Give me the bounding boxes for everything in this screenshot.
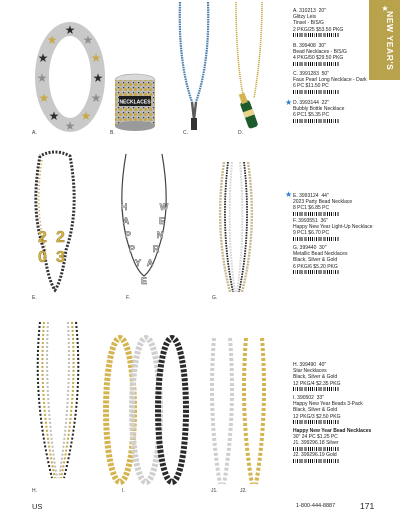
product-i-size: 33" [316, 395, 324, 401]
svg-text:★: ★ [64, 23, 76, 37]
svg-text:A: A [146, 258, 154, 268]
svg-text:H: H [120, 202, 128, 212]
product-h-colors: Black, Silver & Gold [293, 374, 338, 381]
page-number: 171 [360, 501, 375, 511]
barcode [293, 212, 339, 216]
product-h-name: Star Necklaces [293, 368, 327, 375]
image-label-a: A. [32, 130, 37, 136]
product-b-sku: B. 399408 [293, 43, 316, 49]
svg-text:E: E [158, 216, 166, 226]
product-g-sku: G. 399440 [293, 245, 317, 251]
svg-text:R: R [152, 244, 160, 254]
product-h-sku: H. 399490 [293, 362, 317, 368]
product-image-a[interactable] [30, 18, 110, 136]
svg-text:★: ★ [37, 51, 49, 65]
image-label-c: C. [183, 130, 188, 136]
product-image-i[interactable] [100, 332, 196, 488]
image-label-h: H. [32, 488, 37, 494]
product-image-g[interactable] [210, 160, 262, 300]
barcode [293, 237, 339, 241]
product-b-price: 4 PKG/50 $29.50 PKG [293, 55, 344, 62]
product-i-colors: Black, Silver & Gold [293, 407, 338, 414]
svg-text:★: ★ [82, 33, 94, 47]
product-d-name: Bubbly Bottle Necklace [293, 106, 345, 113]
product-i-price: 12 PKG/3 $2.50 PKG [293, 413, 341, 420]
barcode [293, 447, 339, 451]
svg-text:2: 2 [38, 229, 47, 246]
svg-text:★: ★ [38, 91, 50, 105]
product-image-c[interactable] [176, 2, 212, 136]
product-image-h[interactable] [30, 318, 86, 488]
product-c-name: Faux Pearl Long Necklace - Dark [293, 77, 367, 84]
barcode [293, 459, 339, 463]
svg-text:P: P [128, 244, 136, 254]
product-image-j[interactable] [206, 334, 270, 488]
svg-text:★: ★ [92, 71, 104, 85]
svg-text:★: ★ [46, 33, 58, 47]
product-image-d[interactable] [232, 2, 268, 136]
product-e-sku: E. 3993124 [293, 193, 319, 199]
product-info-g [293, 245, 347, 276]
svg-text:P: P [124, 230, 132, 240]
barcode [293, 33, 339, 37]
image-label-f: F. [126, 295, 130, 301]
image-label-e: E. [32, 295, 37, 301]
product-j-details: 30" 24 PC $1.25 PC [293, 434, 338, 441]
product-a-name: Glitzy Leis [293, 14, 317, 21]
product-info-a [293, 8, 343, 39]
product-i-sku: I. 390502 [293, 395, 314, 401]
product-info-j [293, 428, 371, 464]
product-g-size: 30" [319, 245, 327, 251]
svg-text:Y: Y [134, 258, 142, 268]
product-a-sku: A. 310213 [293, 8, 316, 14]
image-label-b: B. [110, 130, 115, 136]
image-label-j2: J2. [240, 488, 247, 494]
product-f-size: 36" [320, 218, 328, 224]
product-info-h [293, 362, 341, 393]
product-b-size: 30" [318, 43, 326, 49]
product-info-c [293, 71, 367, 95]
product-d-price: 6 PC1 $5.35 PC [293, 112, 330, 119]
new-item-star-icon: ★ [285, 98, 293, 107]
product-h-size: 40" [318, 362, 327, 368]
image-label-j1: J1. [211, 488, 218, 494]
product-info-i [293, 395, 363, 426]
product-info-b [293, 43, 347, 67]
svg-text:★: ★ [90, 51, 102, 65]
barcode [293, 119, 339, 123]
svg-text:NECKLACES: NECKLACES [119, 99, 151, 106]
svg-text:2: 2 [56, 229, 65, 246]
product-info-e [293, 193, 352, 217]
product-e-price: 8 PC1 $6.85 PC [293, 205, 330, 212]
svg-text:A: A [122, 216, 130, 226]
product-g-name: Metallic Bead Necklaces [293, 251, 348, 258]
barcode [293, 420, 339, 424]
svg-text:N: N [156, 230, 164, 240]
product-g-colors: Black, Silver & Gold [293, 257, 338, 264]
svg-text:★: ★ [80, 109, 92, 123]
product-f-price: 9 PC1 $6.70 PC [293, 230, 330, 237]
product-a-size: 20" [318, 8, 326, 14]
product-i-name: Happy New Year Beads 3-Pack [293, 401, 363, 408]
svg-text:0: 0 [38, 249, 47, 266]
product-info-d [293, 100, 344, 124]
product-e-size: 44" [321, 193, 329, 199]
product-b-name: Bead Necklaces - B/S/G [293, 49, 347, 56]
svg-text:★: ★ [90, 91, 102, 105]
product-info-f [293, 218, 373, 242]
image-label-d: D. [238, 130, 243, 136]
svg-text:★: ★ [48, 109, 60, 123]
product-j2-sku: J2. 399296.19 Gold [293, 452, 337, 459]
footer-phone: 1-800-444-8887 [296, 503, 336, 509]
product-h-price: 12 PKG/4 $2.35 PKG [293, 380, 341, 387]
product-c-sku: C. 3991283 [293, 71, 319, 77]
product-j1-sku: J1. 399296.18 Silver [293, 440, 339, 447]
star-icon: ★ [381, 4, 389, 13]
svg-text:3: 3 [56, 249, 65, 266]
product-d-size: 22" [321, 100, 329, 106]
product-j-title: Happy New Year Bead Necklaces [293, 428, 372, 434]
product-d-sku: D. 3993144 [293, 100, 319, 106]
product-image-b[interactable] [113, 72, 157, 134]
barcode [293, 270, 339, 274]
product-image-f[interactable] [116, 150, 172, 300]
svg-text:E: E [140, 276, 148, 286]
category-tab-label: NEW YEAR'S [385, 11, 395, 71]
barcode [293, 62, 339, 66]
product-f-sku: F. 3993551 [293, 218, 318, 224]
svg-text:W: W [159, 202, 169, 212]
product-a-variant: Tinsel - B/S/G [293, 20, 324, 27]
product-f-name: Happy New Year Light-Up Necklace [293, 224, 373, 231]
image-label-i: I. [122, 488, 125, 494]
brand-logo: US [32, 502, 43, 511]
product-c-price: 6 PC $11.50 PC [293, 83, 329, 90]
product-g-price: 6 PKG/6 $5.20 PKG [293, 263, 338, 270]
barcode [293, 90, 339, 94]
image-label-g: G. [212, 295, 218, 301]
barcode [293, 387, 339, 391]
product-image-e[interactable] [30, 150, 80, 300]
product-c-size: 50" [321, 71, 329, 77]
new-item-star-icon: ★ [285, 190, 293, 199]
product-e-name: 2023 Party Bead Necklace [293, 199, 353, 206]
product-a-price: 2 PKG/25 $53.50 PKG [293, 26, 344, 33]
svg-text:★: ★ [36, 71, 48, 85]
svg-text:★: ★ [64, 119, 76, 133]
